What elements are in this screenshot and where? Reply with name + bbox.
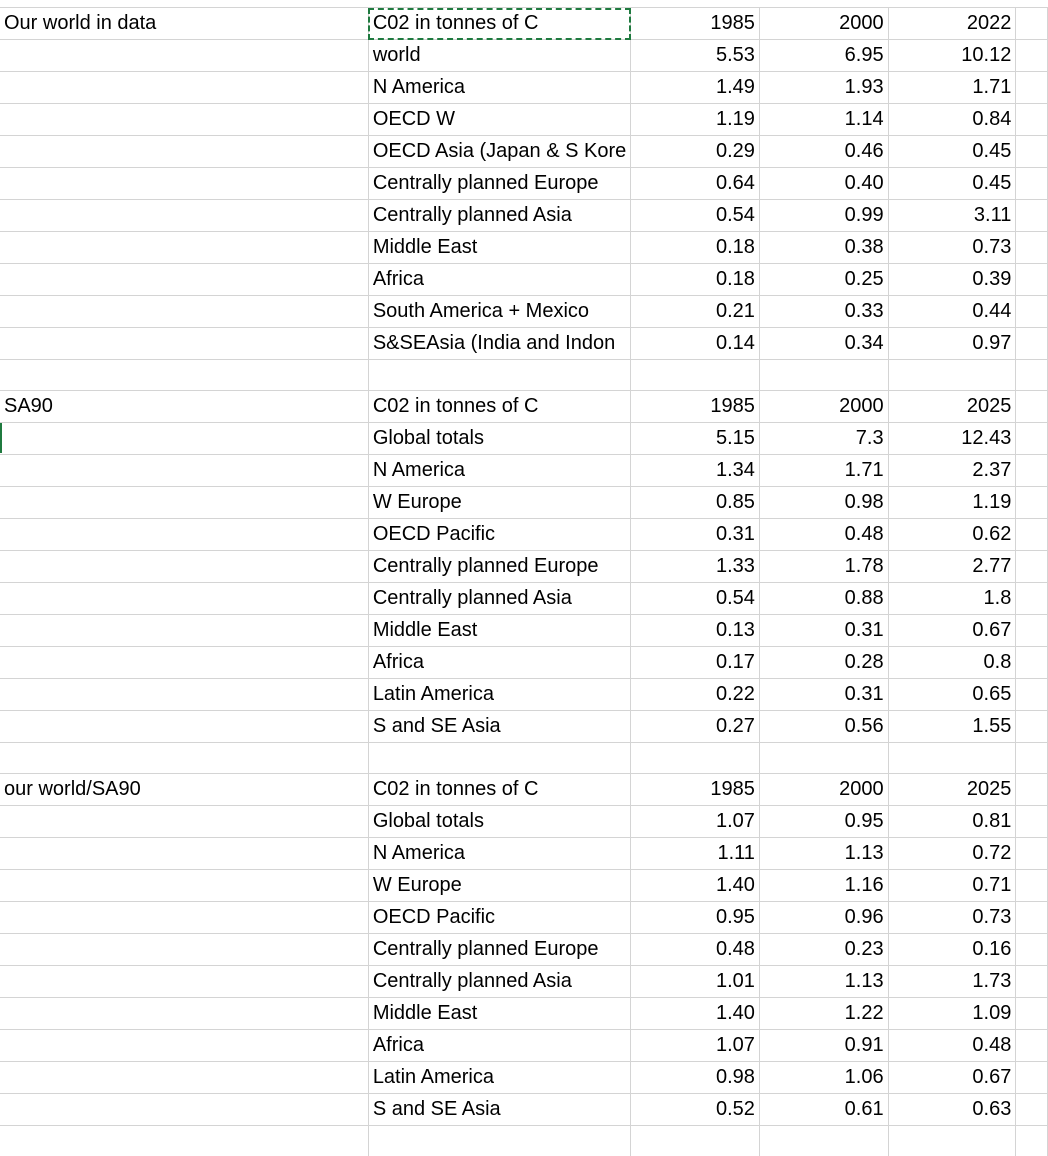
value-cell[interactable]: 0.31 xyxy=(759,615,888,647)
cell[interactable] xyxy=(1016,870,1048,902)
year-header-cell[interactable]: 2000 xyxy=(759,391,888,423)
region-cell[interactable]: Global totals xyxy=(368,423,630,455)
value-cell[interactable]: 0.73 xyxy=(888,902,1016,934)
value-cell[interactable]: 1.73 xyxy=(888,966,1016,998)
value-cell[interactable]: 0.73 xyxy=(888,232,1016,264)
cell[interactable] xyxy=(631,743,760,774)
region-cell[interactable]: Africa xyxy=(368,1030,630,1062)
region-cell[interactable]: Latin America xyxy=(368,679,630,711)
cell[interactable] xyxy=(0,168,368,200)
region-cell[interactable]: N America xyxy=(368,455,630,487)
cell[interactable] xyxy=(0,679,368,711)
table-row xyxy=(0,264,1048,296)
value-cell[interactable]: 0.44 xyxy=(888,296,1016,328)
value-cell[interactable]: 0.72 xyxy=(888,838,1016,870)
region-cell[interactable]: N America xyxy=(368,838,630,870)
cell[interactable] xyxy=(0,232,368,264)
value-cell[interactable]: 0.95 xyxy=(759,806,888,838)
region-cell[interactable]: Middle East xyxy=(368,998,630,1030)
value-cell[interactable]: 1.07 xyxy=(631,806,760,838)
section-label-cell[interactable]: SA90 xyxy=(0,391,368,423)
table-row xyxy=(0,838,1048,870)
cell[interactable] xyxy=(0,551,368,583)
value-cell[interactable]: 0.54 xyxy=(631,200,760,232)
value-cell[interactable]: 0.33 xyxy=(759,296,888,328)
value-cell[interactable]: 1.09 xyxy=(888,998,1016,1030)
cell[interactable] xyxy=(0,200,368,232)
region-cell[interactable]: Centrally planned Asia xyxy=(368,583,630,615)
table-row xyxy=(0,72,1048,104)
value-cell[interactable]: 5.15 xyxy=(631,423,760,455)
year-header-cell[interactable]: 2025 xyxy=(888,774,1016,806)
region-cell[interactable]: S&SEAsia (India and Indon xyxy=(368,328,630,360)
cell[interactable] xyxy=(1016,487,1048,519)
value-cell[interactable]: 0.97 xyxy=(888,328,1016,360)
section-header-row xyxy=(0,391,1048,423)
value-cell[interactable]: 0.38 xyxy=(759,232,888,264)
value-cell[interactable]: 0.40 xyxy=(759,168,888,200)
region-cell[interactable]: Middle East xyxy=(368,615,630,647)
region-cell[interactable]: Centrally planned Asia xyxy=(368,200,630,232)
region-cell[interactable]: Centrally planned Asia xyxy=(368,966,630,998)
value-cell[interactable]: 0.48 xyxy=(631,934,760,966)
cell[interactable] xyxy=(0,647,368,679)
table-row xyxy=(0,551,1048,583)
table-row xyxy=(0,615,1048,647)
value-cell[interactable]: 0.17 xyxy=(631,647,760,679)
cell[interactable] xyxy=(1016,136,1048,168)
section-header-row xyxy=(0,8,1048,40)
table-row xyxy=(0,40,1048,72)
cell[interactable] xyxy=(1016,391,1048,423)
cell[interactable] xyxy=(1016,551,1048,583)
value-cell[interactable]: 0.14 xyxy=(631,328,760,360)
table-row xyxy=(0,423,1048,455)
table-row xyxy=(0,711,1048,743)
value-cell[interactable]: 0.95 xyxy=(631,902,760,934)
value-cell[interactable]: 2.77 xyxy=(888,551,1016,583)
section-header-row xyxy=(0,774,1048,806)
cell[interactable] xyxy=(1016,72,1048,104)
value-cell[interactable]: 1.06 xyxy=(759,1062,888,1094)
cell[interactable] xyxy=(759,360,888,391)
value-cell[interactable]: 12.43 xyxy=(888,423,1016,455)
value-cell[interactable]: 1.33 xyxy=(631,551,760,583)
cell[interactable] xyxy=(1016,1062,1048,1094)
cell[interactable] xyxy=(1016,1126,1048,1156)
value-cell[interactable]: 0.45 xyxy=(888,168,1016,200)
value-cell[interactable]: 0.21 xyxy=(631,296,760,328)
table-row xyxy=(0,934,1048,966)
cell[interactable] xyxy=(0,296,368,328)
cell[interactable] xyxy=(0,711,368,743)
cell[interactable] xyxy=(1016,200,1048,232)
cell[interactable] xyxy=(1016,743,1048,774)
blank-row xyxy=(0,360,1048,391)
cell[interactable] xyxy=(1016,934,1048,966)
region-cell[interactable]: Centrally planned Europe xyxy=(368,934,630,966)
year-header-cell[interactable]: 2022 xyxy=(888,8,1016,40)
cell[interactable] xyxy=(1016,296,1048,328)
value-cell[interactable]: 1.55 xyxy=(888,711,1016,743)
region-cell[interactable]: OECD Pacific xyxy=(368,902,630,934)
value-cell[interactable]: 1.07 xyxy=(631,1030,760,1062)
table-row xyxy=(0,168,1048,200)
section-label-cell[interactable]: our world/SA90 xyxy=(0,774,368,806)
year-header-cell[interactable]: 1985 xyxy=(631,774,760,806)
cell[interactable] xyxy=(368,743,630,774)
table-row xyxy=(0,583,1048,615)
value-cell[interactable]: 6.95 xyxy=(759,40,888,72)
cell[interactable] xyxy=(1016,168,1048,200)
cell-table xyxy=(0,7,1048,1156)
cell[interactable] xyxy=(0,519,368,551)
cell[interactable] xyxy=(1016,966,1048,998)
cell[interactable] xyxy=(888,1126,1016,1156)
year-header-cell[interactable]: 2025 xyxy=(888,391,1016,423)
value-cell[interactable]: 0.18 xyxy=(631,232,760,264)
cell[interactable] xyxy=(1016,998,1048,1030)
cell[interactable] xyxy=(0,72,368,104)
cell[interactable] xyxy=(1016,264,1048,296)
cell[interactable] xyxy=(1016,423,1048,455)
year-header-cell[interactable]: 2000 xyxy=(759,8,888,40)
value-cell[interactable]: 0.46 xyxy=(759,136,888,168)
value-cell[interactable]: 0.45 xyxy=(888,136,1016,168)
value-cell[interactable]: 0.18 xyxy=(631,264,760,296)
value-cell[interactable]: 10.12 xyxy=(888,40,1016,72)
cell[interactable] xyxy=(0,104,368,136)
cell[interactable] xyxy=(368,360,630,391)
header-label-cell[interactable]: C02 in tonnes of C xyxy=(368,774,630,806)
table-row xyxy=(0,328,1048,360)
value-cell[interactable]: 1.19 xyxy=(631,104,760,136)
blank-row xyxy=(0,743,1048,774)
cell[interactable] xyxy=(0,902,368,934)
value-cell[interactable]: 0.54 xyxy=(631,583,760,615)
cell[interactable] xyxy=(0,838,368,870)
cell[interactable] xyxy=(0,934,368,966)
cell[interactable] xyxy=(0,264,368,296)
cell[interactable] xyxy=(888,360,1016,391)
value-cell[interactable]: 1.16 xyxy=(759,870,888,902)
table-row xyxy=(0,902,1048,934)
value-cell[interactable]: 1.13 xyxy=(759,966,888,998)
blank-row xyxy=(0,1126,1048,1156)
region-cell[interactable]: S and SE Asia xyxy=(368,711,630,743)
value-cell[interactable]: 1.71 xyxy=(888,72,1016,104)
cell[interactable] xyxy=(0,455,368,487)
cell[interactable] xyxy=(1016,679,1048,711)
year-header-cell[interactable]: 1985 xyxy=(631,8,760,40)
year-header-cell[interactable]: 2000 xyxy=(759,774,888,806)
value-cell[interactable]: 0.27 xyxy=(631,711,760,743)
value-cell[interactable]: 1.40 xyxy=(631,998,760,1030)
cell[interactable] xyxy=(0,40,368,72)
cell[interactable] xyxy=(1016,40,1048,72)
cell[interactable] xyxy=(0,743,368,774)
cell[interactable] xyxy=(631,1126,760,1156)
cell[interactable] xyxy=(0,360,368,391)
cell[interactable] xyxy=(759,1126,888,1156)
cell[interactable] xyxy=(0,423,368,455)
region-cell[interactable]: world xyxy=(368,40,630,72)
value-cell[interactable]: 0.84 xyxy=(888,104,1016,136)
value-cell[interactable]: 1.71 xyxy=(759,455,888,487)
table-row xyxy=(0,1062,1048,1094)
cell[interactable] xyxy=(0,136,368,168)
value-cell[interactable]: 0.22 xyxy=(631,679,760,711)
region-cell[interactable]: N America xyxy=(368,72,630,104)
value-cell[interactable]: 0.13 xyxy=(631,615,760,647)
value-cell[interactable]: 0.48 xyxy=(759,519,888,551)
value-cell[interactable]: 0.64 xyxy=(631,168,760,200)
value-cell[interactable]: 1.14 xyxy=(759,104,888,136)
value-cell[interactable]: 0.52 xyxy=(631,1094,760,1126)
table-row xyxy=(0,679,1048,711)
cell[interactable] xyxy=(1016,1094,1048,1126)
region-cell[interactable]: OECD W xyxy=(368,104,630,136)
value-cell[interactable]: 0.63 xyxy=(888,1094,1016,1126)
value-cell[interactable]: 1.19 xyxy=(888,487,1016,519)
table-row xyxy=(0,487,1048,519)
value-cell[interactable]: 0.31 xyxy=(759,679,888,711)
cell[interactable] xyxy=(1016,8,1048,40)
value-cell[interactable]: 1.34 xyxy=(631,455,760,487)
year-header-cell[interactable]: 1985 xyxy=(631,391,760,423)
value-cell[interactable]: 1.01 xyxy=(631,966,760,998)
table-row xyxy=(0,519,1048,551)
cell[interactable] xyxy=(1016,328,1048,360)
cell[interactable] xyxy=(1016,104,1048,136)
cell[interactable] xyxy=(1016,647,1048,679)
value-cell[interactable]: 0.25 xyxy=(759,264,888,296)
region-cell[interactable]: Centrally planned Europe xyxy=(368,168,630,200)
table-row xyxy=(0,870,1048,902)
value-cell[interactable]: 1.13 xyxy=(759,838,888,870)
value-cell[interactable]: 0.61 xyxy=(759,1094,888,1126)
cell[interactable] xyxy=(368,1126,630,1156)
value-cell[interactable]: 2.37 xyxy=(888,455,1016,487)
value-cell[interactable]: 0.98 xyxy=(631,1062,760,1094)
region-cell[interactable]: S and SE Asia xyxy=(368,1094,630,1126)
value-cell[interactable]: 0.67 xyxy=(888,1062,1016,1094)
table-row xyxy=(0,998,1048,1030)
value-cell[interactable]: 1.78 xyxy=(759,551,888,583)
value-cell[interactable]: 0.8 xyxy=(888,647,1016,679)
value-cell[interactable]: 7.3 xyxy=(759,423,888,455)
value-cell[interactable]: 0.39 xyxy=(888,264,1016,296)
value-cell[interactable]: 0.99 xyxy=(759,200,888,232)
cell[interactable] xyxy=(888,743,1016,774)
value-cell[interactable]: 0.96 xyxy=(759,902,888,934)
cell[interactable] xyxy=(1016,615,1048,647)
value-cell[interactable]: 0.62 xyxy=(888,519,1016,551)
value-cell[interactable]: 0.56 xyxy=(759,711,888,743)
section-label-cell[interactable]: Our world in data xyxy=(0,8,368,40)
value-cell[interactable]: 0.98 xyxy=(759,487,888,519)
cell[interactable] xyxy=(0,1062,368,1094)
region-cell[interactable]: Africa xyxy=(368,264,630,296)
value-cell[interactable]: 3.11 xyxy=(888,200,1016,232)
table-row xyxy=(0,1030,1048,1062)
cell[interactable] xyxy=(0,583,368,615)
cell[interactable] xyxy=(0,966,368,998)
cell[interactable] xyxy=(0,487,368,519)
table-row xyxy=(0,647,1048,679)
region-cell[interactable]: Africa xyxy=(368,647,630,679)
table-row xyxy=(0,1094,1048,1126)
value-cell[interactable]: 1.22 xyxy=(759,998,888,1030)
value-cell[interactable]: 0.34 xyxy=(759,328,888,360)
cell[interactable] xyxy=(1016,519,1048,551)
region-cell[interactable]: Global totals xyxy=(368,806,630,838)
cell[interactable] xyxy=(1016,711,1048,743)
cell[interactable] xyxy=(1016,806,1048,838)
cell[interactable] xyxy=(0,870,368,902)
value-cell[interactable]: 0.16 xyxy=(888,934,1016,966)
cell[interactable] xyxy=(1016,902,1048,934)
cell[interactable] xyxy=(1016,455,1048,487)
value-cell[interactable]: 0.28 xyxy=(759,647,888,679)
value-cell[interactable]: 0.31 xyxy=(631,519,760,551)
cell[interactable] xyxy=(0,1030,368,1062)
cell-cursor xyxy=(0,423,2,453)
value-cell[interactable]: 0.81 xyxy=(888,806,1016,838)
cell[interactable] xyxy=(1016,583,1048,615)
region-cell[interactable]: W Europe xyxy=(368,870,630,902)
value-cell[interactable]: 0.91 xyxy=(759,1030,888,1062)
region-cell[interactable]: OECD Pacific xyxy=(368,519,630,551)
table-row xyxy=(0,966,1048,998)
header-label-cell[interactable]: C02 in tonnes of C xyxy=(368,391,630,423)
cell[interactable] xyxy=(759,743,888,774)
cell[interactable] xyxy=(0,1126,368,1156)
table-row xyxy=(0,232,1048,264)
value-cell[interactable]: 0.67 xyxy=(888,615,1016,647)
table-row xyxy=(0,296,1048,328)
header-label-cell[interactable]: C02 in tonnes of C xyxy=(368,8,630,40)
region-cell[interactable]: Middle East xyxy=(368,232,630,264)
value-cell[interactable]: 0.29 xyxy=(631,136,760,168)
cell[interactable] xyxy=(1016,360,1048,391)
cell[interactable] xyxy=(1016,838,1048,870)
cell[interactable] xyxy=(0,1094,368,1126)
value-cell[interactable]: 1.11 xyxy=(631,838,760,870)
value-cell[interactable]: 0.23 xyxy=(759,934,888,966)
cell[interactable] xyxy=(0,328,368,360)
cell[interactable] xyxy=(0,615,368,647)
table-row xyxy=(0,806,1048,838)
cell[interactable] xyxy=(631,360,760,391)
cell[interactable] xyxy=(1016,1030,1048,1062)
value-cell[interactable]: 0.48 xyxy=(888,1030,1016,1062)
cell[interactable] xyxy=(1016,774,1048,806)
value-cell[interactable]: 1.93 xyxy=(759,72,888,104)
value-cell[interactable]: 0.65 xyxy=(888,679,1016,711)
value-cell[interactable]: 5.53 xyxy=(631,40,760,72)
cell[interactable] xyxy=(1016,232,1048,264)
region-cell[interactable]: OECD Asia (Japan & S Kore xyxy=(368,136,630,168)
value-cell[interactable]: 0.88 xyxy=(759,583,888,615)
region-cell[interactable]: Centrally planned Europe xyxy=(368,551,630,583)
region-cell[interactable]: South America + Mexico xyxy=(368,296,630,328)
cell[interactable] xyxy=(0,998,368,1030)
table-row xyxy=(0,200,1048,232)
region-cell[interactable]: W Europe xyxy=(368,487,630,519)
value-cell[interactable]: 1.49 xyxy=(631,72,760,104)
region-cell[interactable]: Latin America xyxy=(368,1062,630,1094)
value-cell[interactable]: 1.40 xyxy=(631,870,760,902)
cell[interactable] xyxy=(0,806,368,838)
value-cell[interactable]: 0.85 xyxy=(631,487,760,519)
value-cell[interactable]: 0.71 xyxy=(888,870,1016,902)
table-row xyxy=(0,455,1048,487)
value-cell[interactable]: 1.8 xyxy=(888,583,1016,615)
table-row xyxy=(0,104,1048,136)
table-row xyxy=(0,136,1048,168)
